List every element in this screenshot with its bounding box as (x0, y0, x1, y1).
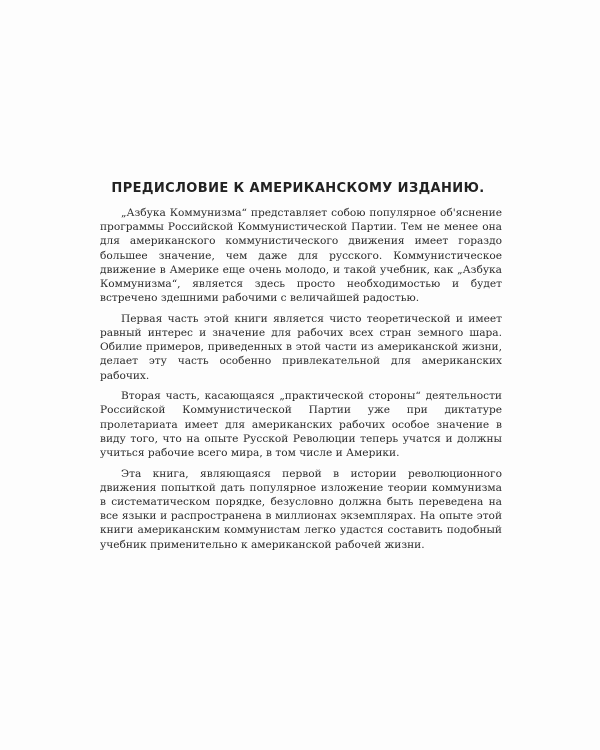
preface-body (100, 206, 502, 558)
paragraph-2: Первая часть этой книги является чисто теоретической и имеет равный интерес и значение для рабочих всех стран земного шара. Обилие примеров, приведенных в этой части из американской жизни, делает эту часть особенно привлекательной для американских рабочих. (100, 312, 502, 382)
page-title: ПРЕДИСЛОВИЕ К АМЕРИКАНСКОМУ ИЗДАНИЮ. (111, 181, 485, 196)
paragraph-3: Вторая часть, касающаяся „практической стороны“ деятельности Российской Коммунистической Партии уже при диктатуре пролетариата имеет для американских рабочих особое значение в виду того, что на опыте Русской Революции теперь учатся и должны учиться рабочие всего мира, в том числе и Америки. (100, 390, 502, 460)
paragraph-4: Эта книга, являющаяся первой в истории революционного движения попыткой дать популярное изложение теории коммунизма в систематическом порядке, безусловно должна быть переведена на все языки и распространена в миллионах экземплярах. На опыте этой книги американским коммунистам легко удастся составить подобный учебник применительно к американской рабочей жизни. (100, 467, 502, 551)
paragraph-1: „Азбука Коммунизма“ представляет собою популярное об'яснение программы Российской Коммунистической Партии. Тем не менее она для американского коммунистического движения имеет гораздо большее значение, чем даже для русского. Коммунистическое движение в Америке еще очень молодо, и такой учебник, как „Азбука Коммунизма“, является здесь просто необходимостью и будет встречено здешними рабочими с величайшей радостью. (100, 207, 502, 305)
